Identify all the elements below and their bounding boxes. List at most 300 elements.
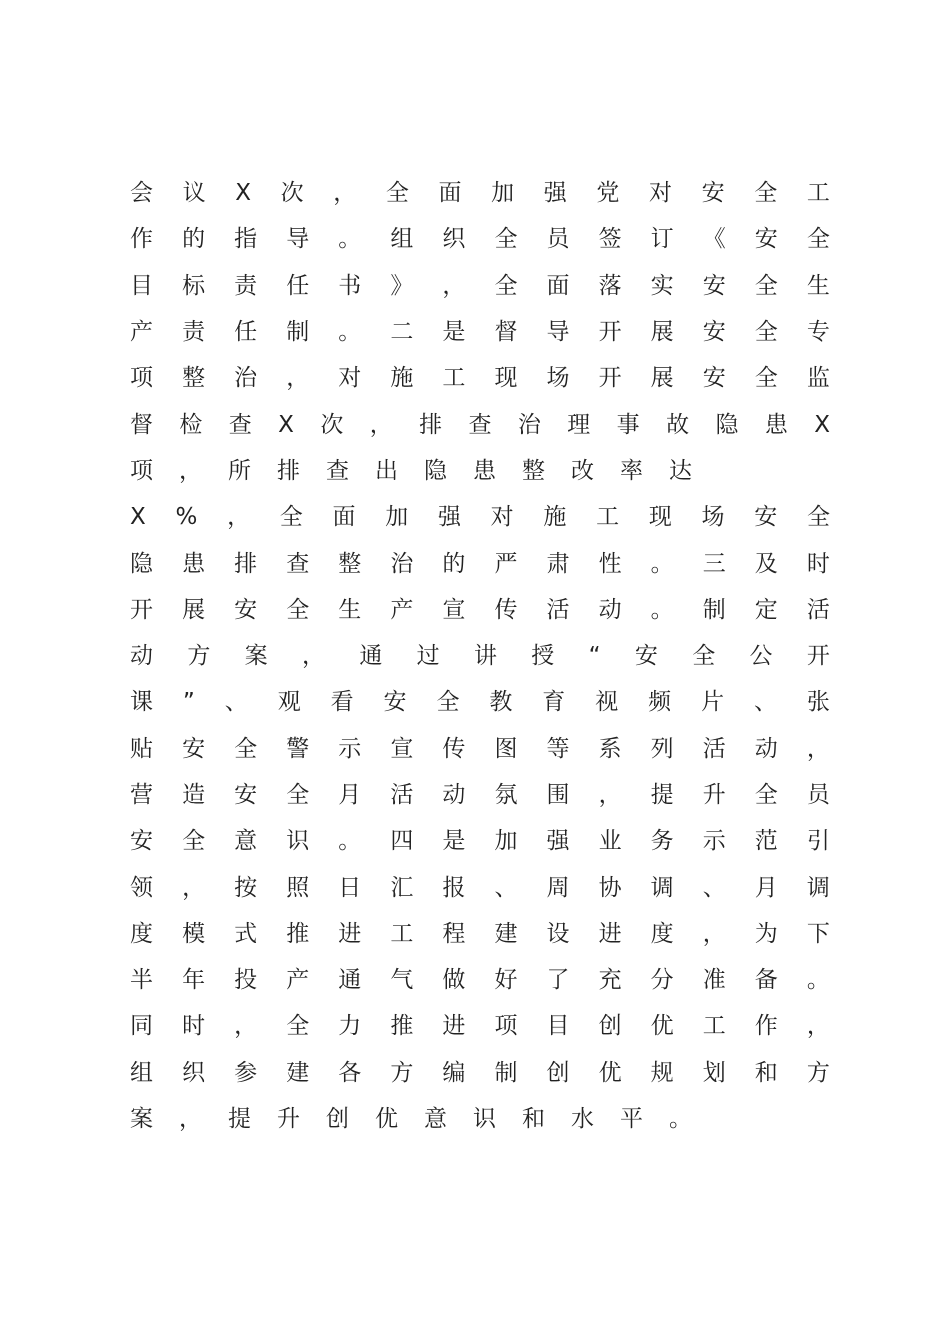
text-char: 施 <box>390 365 414 392</box>
text-char: 制 <box>702 596 726 623</box>
text-char: 安 <box>702 365 726 392</box>
text-char: 过 <box>416 643 440 670</box>
text-char: 月 <box>754 874 778 901</box>
text-char: 建 <box>494 920 518 947</box>
text-char: 半 <box>130 967 153 994</box>
text-char: 方 <box>806 1059 830 1086</box>
text-char: ， <box>333 180 357 207</box>
text-char: 等 <box>546 735 570 762</box>
text-char: 作 <box>754 1013 778 1040</box>
text-char: 开 <box>598 365 622 392</box>
text-char: 签 <box>598 226 622 253</box>
text-line <box>130 448 830 494</box>
text-char: 的 <box>442 550 466 577</box>
text-char: 安 <box>130 828 153 855</box>
text-char: 推 <box>390 1013 414 1040</box>
text-char: 监 <box>806 365 830 392</box>
text-char: 生 <box>806 272 830 299</box>
text-char: 加 <box>494 828 518 855</box>
text-line <box>130 401 830 447</box>
text-char: 查 <box>286 550 310 577</box>
text-char: 育 <box>542 689 566 716</box>
text-char: 全 <box>286 782 310 808</box>
text-char: 对 <box>490 504 514 531</box>
text-char: 照 <box>286 874 310 901</box>
text-char: 活 <box>702 735 726 762</box>
text-char: ， <box>301 643 325 670</box>
text-char: 安 <box>702 319 726 346</box>
text-char: 提 <box>228 1106 251 1133</box>
text-char: ， <box>806 735 830 762</box>
text-char: 安 <box>383 689 407 716</box>
text-line <box>130 216 830 262</box>
text-char: 所 <box>228 457 251 484</box>
text-char: 产 <box>130 319 153 346</box>
text-char: ， <box>179 1106 202 1133</box>
text-char: 组 <box>130 1059 153 1086</box>
text-char: 目 <box>130 272 153 299</box>
text-char: 排 <box>419 411 443 438</box>
text-char: 月 <box>338 782 362 808</box>
text-char: 氛 <box>494 782 518 808</box>
text-char: 系 <box>598 735 622 762</box>
text-char: 方 <box>187 643 211 670</box>
text-char: 活 <box>806 596 830 623</box>
text-char: 性 <box>598 550 622 577</box>
text-char: 周 <box>546 874 570 901</box>
text-line <box>130 818 830 864</box>
text-char: X <box>814 411 830 438</box>
text-char: 肃 <box>546 550 570 577</box>
text-char: 订 <box>650 226 674 253</box>
text-char: 同 <box>130 1013 153 1040</box>
text-char: 安 <box>182 735 206 762</box>
text-char: 是 <box>442 828 466 855</box>
text-char: 任 <box>234 319 258 346</box>
text-char: 《 <box>702 226 726 253</box>
text-char: 分 <box>650 967 674 994</box>
text-char: 全 <box>279 504 303 531</box>
text-char: 工 <box>702 1013 726 1040</box>
text-char: 日 <box>338 874 362 901</box>
text-char: 安 <box>234 782 258 808</box>
text-char: 患 <box>473 457 496 484</box>
text-char: 产 <box>286 967 310 994</box>
text-char: 活 <box>546 596 570 623</box>
text-char: 观 <box>277 689 301 716</box>
text-char: 制 <box>286 319 310 346</box>
text-char: 宣 <box>442 596 466 623</box>
text-char: 。 <box>650 550 674 577</box>
text-char: 目 <box>546 1013 570 1040</box>
text-char: 安 <box>702 272 726 299</box>
text-char: 全 <box>494 272 518 299</box>
text-char: 和 <box>522 1106 545 1133</box>
text-char: 案 <box>130 1106 153 1133</box>
text-char: 程 <box>442 920 466 947</box>
text-char: 、 <box>753 689 777 716</box>
text-char: 安 <box>754 504 778 531</box>
text-char: 各 <box>338 1059 362 1086</box>
text-line <box>130 1050 830 1096</box>
text-char: 围 <box>546 782 570 808</box>
text-line <box>130 309 830 355</box>
text-char: ， <box>702 920 726 947</box>
text-char: 四 <box>390 828 414 855</box>
text-char: 传 <box>442 735 466 762</box>
text-char: 次 <box>280 180 304 207</box>
text-char: 规 <box>650 1059 674 1086</box>
text-char: 做 <box>442 967 466 994</box>
text-char: 员 <box>546 226 570 253</box>
text-char: 进 <box>338 920 362 947</box>
text-char: 产 <box>390 596 414 623</box>
text-char: 强 <box>543 180 567 207</box>
text-char: 进 <box>598 920 622 947</box>
text-char: ” <box>182 689 195 716</box>
text-char: 工 <box>596 504 620 531</box>
text-char: 升 <box>702 782 726 808</box>
text-char: 制 <box>494 1059 518 1086</box>
text-char: 。 <box>338 319 362 346</box>
text-char: X <box>278 411 294 438</box>
text-char: 动 <box>754 735 778 762</box>
text-char: 宣 <box>390 735 414 762</box>
text-char: 。 <box>669 1106 692 1133</box>
text-char: 指 <box>234 226 258 253</box>
text-char: 员 <box>806 782 830 808</box>
text-char: 汇 <box>390 874 414 901</box>
text-line <box>130 1096 830 1142</box>
text-char: 隐 <box>130 550 153 577</box>
text-char: 安 <box>754 226 778 253</box>
text-char: 二 <box>390 319 414 346</box>
text-char: 度 <box>650 920 674 947</box>
text-char: 查 <box>468 411 492 438</box>
text-char: 建 <box>286 1059 310 1086</box>
text-char: ， <box>806 1013 830 1040</box>
text-char: 示 <box>338 735 362 762</box>
text-char: ， <box>234 1013 258 1040</box>
text-char: 图 <box>494 735 518 762</box>
text-char: 导 <box>286 226 310 253</box>
text-char: 项 <box>494 1013 518 1040</box>
text-char: 全 <box>806 504 830 531</box>
text-char: 故 <box>666 411 690 438</box>
text-char: 排 <box>277 457 300 484</box>
text-char: 优 <box>650 1013 674 1040</box>
text-char: 。 <box>338 828 362 855</box>
text-char: 式 <box>234 920 258 947</box>
text-char: 对 <box>649 180 673 207</box>
text-char: 加 <box>385 504 409 531</box>
text-char: 讲 <box>473 643 497 670</box>
text-char: 强 <box>437 504 461 531</box>
text-char: 书 <box>338 272 362 299</box>
text-char: 场 <box>546 365 570 392</box>
text-char: 活 <box>390 782 414 808</box>
text-char: 治 <box>517 411 541 438</box>
text-char: 好 <box>494 967 518 994</box>
text-char: 案 <box>244 643 268 670</box>
text-char: 教 <box>489 689 513 716</box>
text-char: 和 <box>754 1059 778 1086</box>
text-char: 进 <box>442 1013 466 1040</box>
text-char: 检 <box>179 411 203 438</box>
text-char: 全 <box>806 226 830 253</box>
text-char: 标 <box>182 272 206 299</box>
text-char: ， <box>369 411 393 438</box>
text-char: 列 <box>650 735 674 762</box>
text-char: 查 <box>326 457 349 484</box>
text-char: 事 <box>616 411 640 438</box>
text-char: 、 <box>224 689 248 716</box>
text-char: 隐 <box>424 457 447 484</box>
text-char: 营 <box>130 782 153 808</box>
text-line <box>130 633 830 679</box>
text-char: 督 <box>130 411 153 438</box>
text-char: 公 <box>749 643 773 670</box>
text-char: 充 <box>598 967 622 994</box>
text-char: 调 <box>806 874 830 901</box>
text-char: 全 <box>286 1013 310 1040</box>
text-char: 范 <box>754 828 778 855</box>
text-line <box>130 263 830 309</box>
text-char: ， <box>182 874 206 901</box>
text-char: 报 <box>442 874 466 901</box>
text-char: 整 <box>522 457 545 484</box>
text-char: 调 <box>650 874 674 901</box>
text-char: 。 <box>806 967 830 994</box>
text-char: 任 <box>286 272 310 299</box>
text-char: 提 <box>650 782 674 808</box>
text-line <box>130 726 830 772</box>
text-char: 识 <box>473 1106 496 1133</box>
text-char: 织 <box>442 226 466 253</box>
text-char: 方 <box>390 1059 414 1086</box>
text-char: 开 <box>598 319 622 346</box>
text-char: 全 <box>754 365 778 392</box>
text-char: 责 <box>182 319 206 346</box>
text-char: 水 <box>571 1106 594 1133</box>
text-char: 。 <box>338 226 362 253</box>
text-char: 编 <box>442 1059 466 1086</box>
text-line <box>130 494 830 540</box>
text-line <box>130 679 830 725</box>
text-char: 年 <box>182 967 206 994</box>
text-char: 协 <box>598 874 622 901</box>
text-char: 务 <box>650 828 674 855</box>
text-char: 授 <box>531 643 555 670</box>
text-char: 。 <box>650 596 674 623</box>
text-char: 意 <box>424 1106 447 1133</box>
text-line <box>130 170 830 216</box>
text-char: 安 <box>701 180 725 207</box>
text-char: 引 <box>806 828 830 855</box>
text-char: 责 <box>234 272 258 299</box>
text-char: 张 <box>806 689 830 716</box>
text-char: 的 <box>182 226 206 253</box>
text-char: X <box>235 180 252 207</box>
text-char: 场 <box>701 504 725 531</box>
text-char: ， <box>179 457 202 484</box>
text-char: 工 <box>806 180 830 207</box>
text-char: 展 <box>650 365 674 392</box>
text-char: 下 <box>806 920 830 947</box>
text-char: 织 <box>182 1059 206 1086</box>
text-char: 时 <box>182 1013 206 1040</box>
text-char: 生 <box>338 596 362 623</box>
text-char: 会 <box>130 180 153 207</box>
text-char: 定 <box>754 596 778 623</box>
text-char: 警 <box>286 735 310 762</box>
text-char: 全 <box>234 735 258 762</box>
text-char: 通 <box>338 967 362 994</box>
text-char: 改 <box>571 457 594 484</box>
text-char: 创 <box>326 1106 349 1133</box>
text-char: 整 <box>338 550 362 577</box>
text-char: ， <box>286 365 310 392</box>
text-char: 全 <box>436 689 460 716</box>
text-char: 看 <box>330 689 354 716</box>
text-char: 示 <box>702 828 726 855</box>
text-char: 、 <box>494 874 518 901</box>
text-char: 》 <box>390 272 414 299</box>
text-char: 党 <box>596 180 620 207</box>
text-char: 频 <box>648 689 672 716</box>
text-line <box>130 864 830 910</box>
text-char: 隐 <box>715 411 739 438</box>
text-char: 实 <box>650 272 674 299</box>
text-char: 面 <box>332 504 356 531</box>
text-line <box>130 1003 830 1049</box>
text-char: “ <box>588 643 601 670</box>
text-char: 全 <box>754 180 778 207</box>
text-char: 传 <box>494 596 518 623</box>
text-char: 设 <box>546 920 570 947</box>
text-char: ， <box>227 504 251 531</box>
text-char: 贴 <box>130 735 153 762</box>
text-char: 造 <box>182 782 206 808</box>
text-char: 按 <box>234 874 258 901</box>
text-char: 领 <box>130 874 153 901</box>
text-char: 加 <box>491 180 515 207</box>
text-char: 现 <box>648 504 672 531</box>
text-char: 落 <box>598 272 622 299</box>
text-char: 治 <box>390 550 414 577</box>
text-char: 查 <box>228 411 252 438</box>
text-char: 展 <box>182 596 206 623</box>
text-char: 强 <box>546 828 570 855</box>
text-char: 展 <box>650 319 674 346</box>
text-char: 议 <box>182 180 206 207</box>
text-char: % <box>175 504 198 531</box>
text-char: 准 <box>702 967 726 994</box>
text-char: 课 <box>130 689 153 716</box>
text-char: 业 <box>598 828 622 855</box>
text-char: 参 <box>234 1059 258 1086</box>
text-char: 全 <box>754 272 778 299</box>
text-char: 模 <box>182 920 206 947</box>
text-char: 优 <box>375 1106 398 1133</box>
text-char: 全 <box>385 180 409 207</box>
text-char: 整 <box>182 365 206 392</box>
text-char: 理 <box>567 411 591 438</box>
text-char: 创 <box>546 1059 570 1086</box>
text-char: 组 <box>390 226 414 253</box>
text-char: 动 <box>442 782 466 808</box>
text-char: 全 <box>692 643 716 670</box>
text-char: 督 <box>494 319 518 346</box>
text-char: 力 <box>338 1013 362 1040</box>
text-char: 意 <box>234 828 258 855</box>
text-char: 项 <box>130 457 153 484</box>
text-char: 备 <box>754 967 778 994</box>
text-char: 达 <box>669 457 692 484</box>
text-char: 开 <box>130 596 153 623</box>
text-char: 动 <box>598 596 622 623</box>
text-char: 及 <box>754 550 778 577</box>
body-paragraph <box>130 170 830 1142</box>
text-char: 全 <box>494 226 518 253</box>
text-line <box>130 957 830 1003</box>
text-char: 施 <box>543 504 567 531</box>
text-char: 安 <box>634 643 658 670</box>
text-char: 全 <box>182 828 206 855</box>
text-char: 创 <box>598 1013 622 1040</box>
text-char: 严 <box>494 550 518 577</box>
text-char: 排 <box>234 550 258 577</box>
text-char: 工 <box>390 920 414 947</box>
text-char: 为 <box>754 920 778 947</box>
text-char: 患 <box>182 550 206 577</box>
text-char: 平 <box>620 1106 643 1133</box>
text-line <box>130 540 830 586</box>
text-char: 全 <box>754 319 778 346</box>
text-char: 、 <box>702 874 726 901</box>
text-line <box>130 355 830 401</box>
text-char: 率 <box>620 457 643 484</box>
text-char: 面 <box>438 180 462 207</box>
text-line <box>130 772 830 818</box>
text-char: X <box>130 504 146 531</box>
text-char: 升 <box>277 1106 300 1133</box>
text-char: 安 <box>234 596 258 623</box>
text-char: 次 <box>320 411 344 438</box>
text-char: 面 <box>546 272 570 299</box>
text-char: 片 <box>701 689 725 716</box>
text-char: 导 <box>546 319 570 346</box>
text-char: 划 <box>702 1059 726 1086</box>
text-char: 识 <box>286 828 310 855</box>
text-char: 治 <box>234 365 258 392</box>
text-char: 通 <box>359 643 383 670</box>
text-char: 投 <box>234 967 258 994</box>
text-char: 开 <box>806 643 830 670</box>
text-char: 动 <box>130 643 153 670</box>
text-char: ， <box>598 782 622 808</box>
text-char: 全 <box>754 782 778 808</box>
text-char: 全 <box>286 596 310 623</box>
text-char: 三 <box>702 550 726 577</box>
text-char: 视 <box>595 689 619 716</box>
text-char: 是 <box>442 319 466 346</box>
text-char: 对 <box>338 365 362 392</box>
text-char: 度 <box>130 920 153 947</box>
text-line <box>130 911 830 957</box>
text-char: 优 <box>598 1059 622 1086</box>
text-char: 时 <box>806 550 830 577</box>
